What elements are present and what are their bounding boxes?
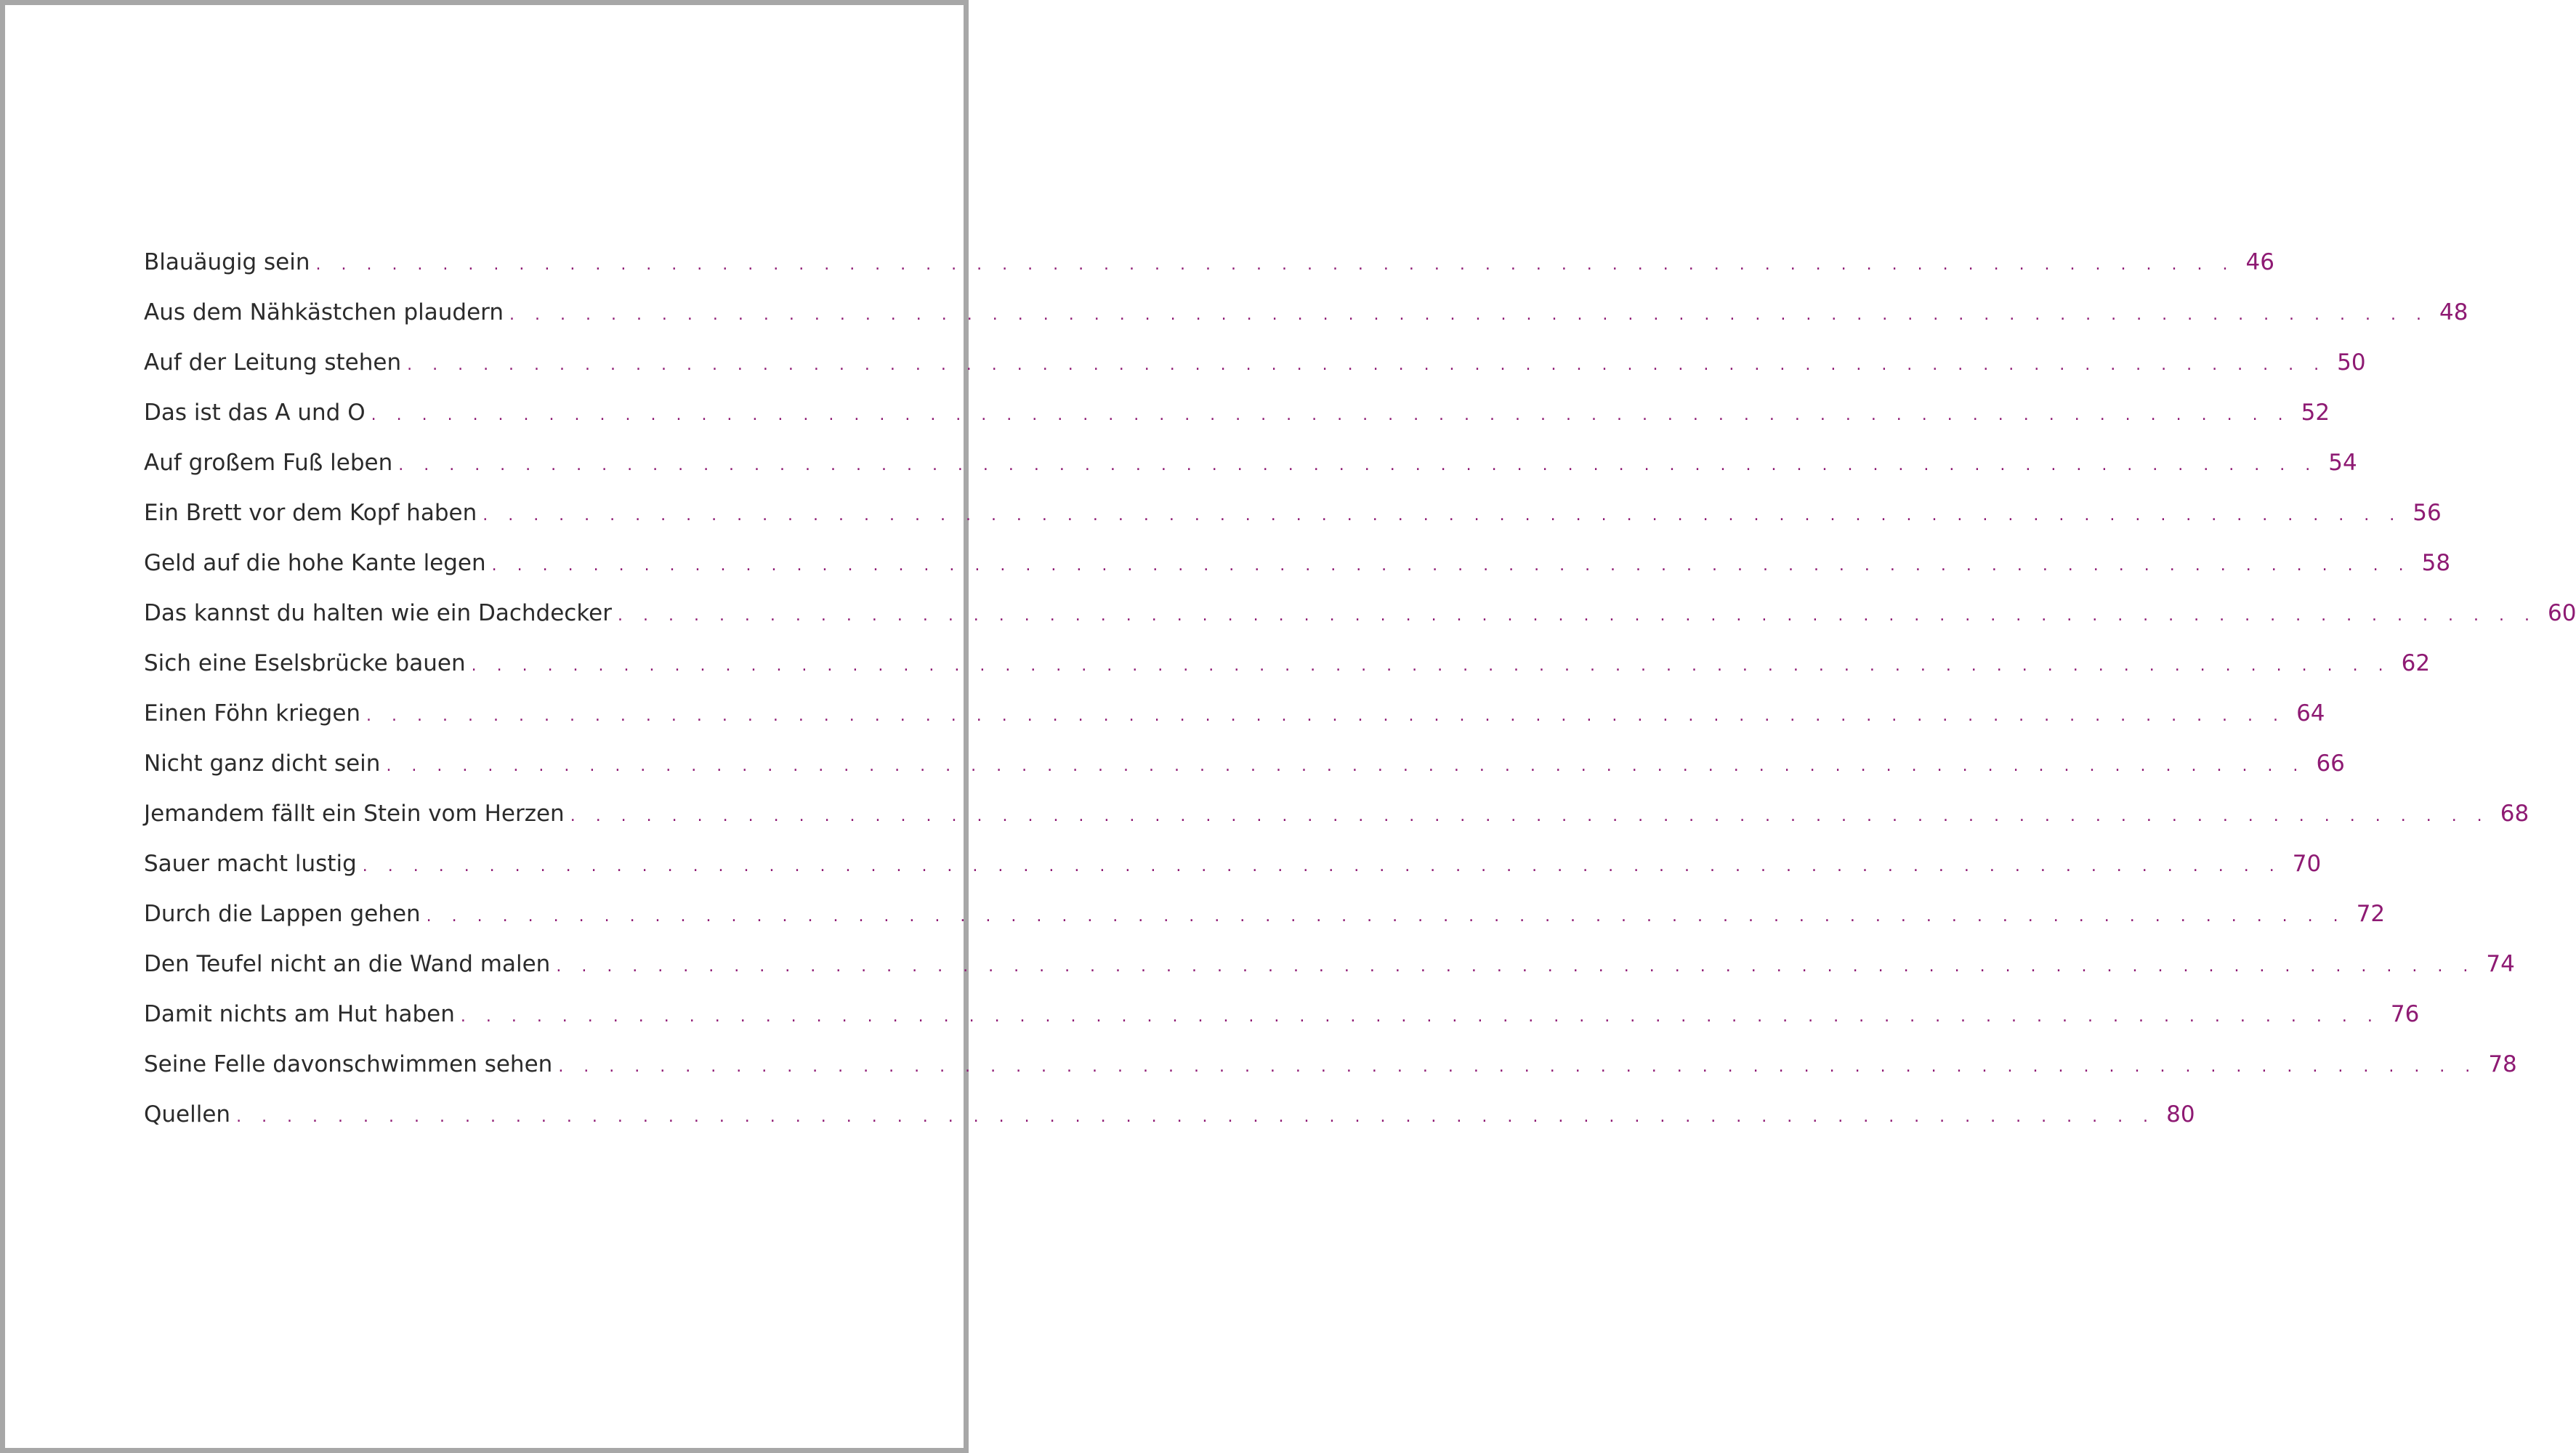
dot-leader: . . . . . . . . . . . . . . . . . . . . . . . . . . . . . . . . . . . . . . . . . . . . . . . . . . . . . . . . . . . . . . . . . . . . . . . . . . . . — [558, 1058, 2478, 1076]
toc-entry[interactable] — [144, 249, 2274, 299]
toc-entry-page-number: 78 — [2488, 1051, 2517, 1077]
toc-entry-page-number: 70 — [2292, 851, 2322, 877]
toc-entry-title: Geld auf die hohe Kante legen — [144, 550, 486, 576]
toc-entry[interactable] — [144, 801, 2529, 851]
toc-entry-page-number: 54 — [2328, 450, 2357, 476]
table-of-contents — [144, 249, 2576, 1152]
toc-entry-page-number: 52 — [2301, 400, 2330, 426]
toc-entry-title: Nicht ganz dicht sein — [144, 750, 381, 777]
toc-entry-title: Auf großem Fuß leben — [144, 450, 393, 476]
dot-leader: . . . . . . . . . . . . . . . . . . . . . . . . . . . . . . . . . . . . . . . . . . . . . . . . . . . . . . . . . . . . . . . . . . . . . . . . . . . . — [483, 506, 2402, 525]
toc-entry-title: Einen Föhn kriegen — [144, 700, 361, 726]
toc-entry[interactable] — [144, 851, 2322, 901]
toc-entry-title: Das ist das A und O — [144, 400, 366, 426]
toc-entry[interactable] — [144, 1001, 2420, 1051]
toc-entry[interactable] — [144, 650, 2431, 700]
toc-entry-page-number: 62 — [2401, 650, 2431, 676]
toc-entry[interactable] — [144, 700, 2325, 750]
toc-entry-title: Den Teufel nicht an die Wand malen — [144, 951, 551, 977]
toc-entry-title: Das kannst du halten wie ein Dachdecker — [144, 600, 612, 626]
toc-entry[interactable] — [144, 550, 2451, 600]
toc-entry[interactable] — [144, 901, 2386, 951]
toc-entry-page-number: 74 — [2486, 951, 2515, 977]
toc-entry-page-number: 46 — [2245, 249, 2274, 275]
dot-leader: . . . . . . . . . . . . . . . . . . . . . . . . . . . . . . . . . . . . . . . . . . . . . . . . . . . . . . . . . . . . . . . . . . . . . . . . . . . . — [426, 907, 2346, 926]
dot-leader: . . . . . . . . . . . . . . . . . . . . . . . . . . . . . . . . . . . . . . . . . . . . . . . . . . . . . . . . . . . . . . . . . . . . . . . . . . . . — [460, 1008, 2381, 1026]
dot-leader: . . . . . . . . . . . . . . . . . . . . . . . . . . . . . . . . . . . . . . . . . . . . . . . . . . . . . . . . . . . . . . . . . . . . . . . . . . . . — [407, 356, 2327, 374]
toc-entry-page-number: 58 — [2421, 550, 2451, 576]
dot-leader: . . . . . . . . . . . . . . . . . . . . . . . . . . . . . . . . . . . . . . . . . . . . . . . . . . . . . . . . . . . . . . . . . . . . . . . . . . . . — [371, 406, 2291, 424]
dot-leader: . . . . . . . . . . . . . . . . . . . . . . . . . . . . . . . . . . . . . . . . . . . . . . . . . . . . . . . . . . . . . . . . . . . . . . . . . . . . — [618, 607, 2537, 625]
toc-entry-title: Seine Felle davonschwimmen sehen — [144, 1051, 553, 1077]
toc-entry-page-number: 60 — [2548, 600, 2576, 626]
toc-entry-page-number: 72 — [2356, 901, 2386, 927]
dot-leader: . . . . . . . . . . . . . . . . . . . . . . . . . . . . . . . . . . . . . . . . . . . . . . . . . . . . . . . . . . . . . . . . . . . . . . . . . . . . — [471, 657, 2391, 675]
toc-entry-page-number: 66 — [2316, 750, 2345, 777]
toc-entry-title: Blauäugig sein — [144, 249, 310, 275]
dot-leader: . . . . . . . . . . . . . . . . . . . . . . . . . . . . . . . . . . . . . . . . . . . . . . . . . . . . . . . . . . . . . . . . . . . . . . . . . . . . — [570, 807, 2490, 825]
toc-entry-page-number: 48 — [2439, 299, 2468, 325]
toc-entry-title: Sauer macht lustig — [144, 851, 357, 877]
toc-entry-page-number: 68 — [2500, 801, 2529, 827]
toc-entry[interactable] — [144, 349, 2366, 400]
toc-entry[interactable] — [144, 500, 2442, 550]
toc-entry[interactable] — [144, 400, 2330, 450]
toc-entry[interactable] — [144, 450, 2357, 500]
toc-entry-title: Aus dem Nähkästchen plaudern — [144, 299, 504, 325]
toc-entry-page-number: 76 — [2390, 1001, 2420, 1027]
toc-entry-title: Sich eine Eselsbrücke bauen — [144, 650, 466, 676]
dot-leader: . . . . . . . . . . . . . . . . . . . . . . . . . . . . . . . . . . . . . . . . . . . . . . . . . . . . . . . . . . . . . . . . . . . . . . . . . . . . — [386, 757, 2306, 775]
toc-entry-page-number: 80 — [2166, 1101, 2195, 1128]
dot-leader: . . . . . . . . . . . . . . . . . . . . . . . . . . . . . . . . . . . . . . . . . . . . . . . . . . . . . . . . . . . . . . . . . . . . . . . . . . . . — [366, 707, 2286, 725]
dot-leader: . . . . . . . . . . . . . . . . . . . . . . . . . . . . . . . . . . . . . . . . . . . . . . . . . . . . . . . . . . . . . . . . . . . . . . . . . . . . — [236, 1108, 2156, 1126]
toc-entry[interactable] — [144, 1051, 2517, 1101]
toc-entry-title: Quellen — [144, 1101, 231, 1128]
toc-entry-page-number: 64 — [2296, 700, 2325, 726]
toc-entry-title: Damit nichts am Hut haben — [144, 1001, 455, 1027]
toc-entry-page-number: 56 — [2413, 500, 2442, 526]
dot-leader: . . . . . . . . . . . . . . . . . . . . . . . . . . . . . . . . . . . . . . . . . . . . . . . . . . . . . . . . . . . . . . . . . . . . . . . . . . . . — [509, 306, 2429, 324]
toc-entry[interactable] — [144, 750, 2345, 801]
toc-entry[interactable] — [144, 1101, 2195, 1152]
dot-leader: . . . . . . . . . . . . . . . . . . . . . . . . . . . . . . . . . . . . . . . . . . . . . . . . . . . . . . . . . . . . . . . . . . . . . . . . . . . . — [315, 256, 2235, 274]
toc-entry-page-number: 50 — [2337, 349, 2366, 376]
toc-entry[interactable] — [144, 951, 2515, 1001]
dot-leader: . . . . . . . . . . . . . . . . . . . . . . . . . . . . . . . . . . . . . . . . . . . . . . . . . . . . . . . . . . . . . . . . . . . . . . . . . . . . — [556, 958, 2476, 976]
toc-entry-title: Durch die Lappen gehen — [144, 901, 421, 927]
toc-entry[interactable] — [144, 600, 2576, 650]
toc-entry-title: Jemandem fällt ein Stein vom Herzen — [144, 801, 565, 827]
toc-entry-title: Ein Brett vor dem Kopf haben — [144, 500, 477, 526]
toc-entry[interactable] — [144, 299, 2468, 349]
dot-leader: . . . . . . . . . . . . . . . . . . . . . . . . . . . . . . . . . . . . . . . . . . . . . . . . . . . . . . . . . . . . . . . . . . . . . . . . . . . . — [491, 556, 2412, 575]
dot-leader: . . . . . . . . . . . . . . . . . . . . . . . . . . . . . . . . . . . . . . . . . . . . . . . . . . . . . . . . . . . . . . . . . . . . . . . . . . . . — [362, 857, 2282, 875]
dot-leader: . . . . . . . . . . . . . . . . . . . . . . . . . . . . . . . . . . . . . . . . . . . . . . . . . . . . . . . . . . . . . . . . . . . . . . . . . . . . — [398, 456, 2318, 474]
toc-entry-title: Auf der Leitung stehen — [144, 349, 402, 376]
